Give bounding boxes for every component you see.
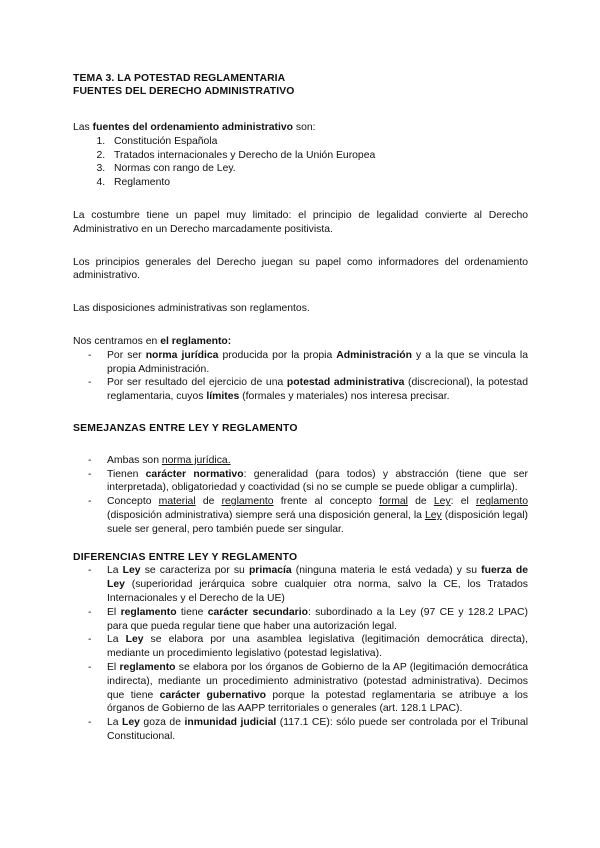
title-line-1: TEMA 3. LA POTESTAD REGLAMENTARIA — [73, 73, 286, 84]
semejanzas-list — [73, 454, 528, 537]
heading-semejanzas: SEMEJANZAS ENTRE LEY Y REGLAMENTO — [73, 422, 298, 434]
paragraph-costumbre: La costumbre tiene un papel muy limitado: el principio de legalidad convierte al Derecho Administrativo en un Derecho marcadamente positivista. — [73, 209, 528, 235]
document-page — [73, 72, 528, 744]
list-item: 3. Normas con rango de Ley. — [108, 162, 528, 176]
paragraph-disposiciones: Las disposiciones administrativas son reglamentos. — [73, 303, 310, 315]
diferencias-list — [73, 564, 528, 743]
reglamento-list — [73, 349, 528, 404]
heading-diferencias: DIFERENCIAS ENTRE LEY Y REGLAMENTO — [73, 551, 298, 563]
paragraph-principios: Los principios generales del Derecho juegan su papel como informadores del ordenamiento administrativo. — [73, 256, 528, 282]
list-item: - El reglamento se elabora por los órganos de Gobierno de la AP (legitimación democrática indirecta), mediante un procedimiento administrativo (potestad administrativa). Decimos que tiene carácter gubernativo porque la potestad reglamentaria se atribuye a los órganos de Gobierno de las AAPP territoriales o generales (art. 128.1 LPAC). — [107, 661, 528, 716]
list-item: - Tienen carácter normativo: generalidad (para todos) y abstracción (tiene que ser interpretada), obligatoriedad y coactividad (si no se cumple se puede obligar a cumplirla). — [107, 468, 528, 496]
list-item: - Ambas son norma jurídica. — [107, 454, 528, 468]
list-item: 1. Constitución Española — [108, 135, 528, 149]
list-item: - El reglamento tiene carácter secundario: subordinado a la Ley (97 CE y 128.2 LPAC) para que pueda regular tiene que haber una autorización legal. — [107, 606, 528, 634]
list-item: - La Ley se elabora por una asamblea legislativa (legitimación democrática directa), mediante un procedimiento legislativo (potestad legislativa). — [107, 633, 528, 661]
list-item: 4. Reglamento — [108, 176, 528, 190]
list-item: - La Ley se caracteriza por su primacía (ninguna materia le está vedada) y su fuerza de Ley (superioridad jerárquica sobre cualquier otra norma, salvo la CE, los Tratados Internacionales y el Derecho de la UE) — [107, 564, 528, 605]
reglamento-intro: Nos centramos en el reglamento: — [73, 335, 232, 347]
list-item: 2. Tratados internacionales y Derecho de la Unión Europea — [108, 149, 528, 163]
list-item: - Concepto material de reglamento frente al concepto formal de Ley: el reglamento (disposición administrativa) siempre será una disposición general, la Ley (disposición legal) suele ser general, pero también puede ser singular. — [107, 495, 528, 536]
list-item: - Por ser resultado del ejercicio de una potestad administrativa (discrecional), la potestad reglamentaria, cuyos límites (formales y materiales) nos interesa precisar. — [107, 376, 528, 404]
list-item: - Por ser norma jurídica producida por la propia Administración y a la que se vincula la propia Administración. — [107, 349, 528, 377]
sources-list — [73, 135, 528, 190]
title-line-2: FUENTES DEL DERECHO ADMINISTRATIVO — [73, 86, 295, 97]
document-title — [73, 72, 528, 98]
sources-intro: Las fuentes del ordenamiento administrativo son: — [73, 122, 316, 133]
list-item: - La Ley goza de inmunidad judicial (117.1 CE): sólo puede ser controlada por el Tribunal Constitucional. — [107, 716, 528, 744]
